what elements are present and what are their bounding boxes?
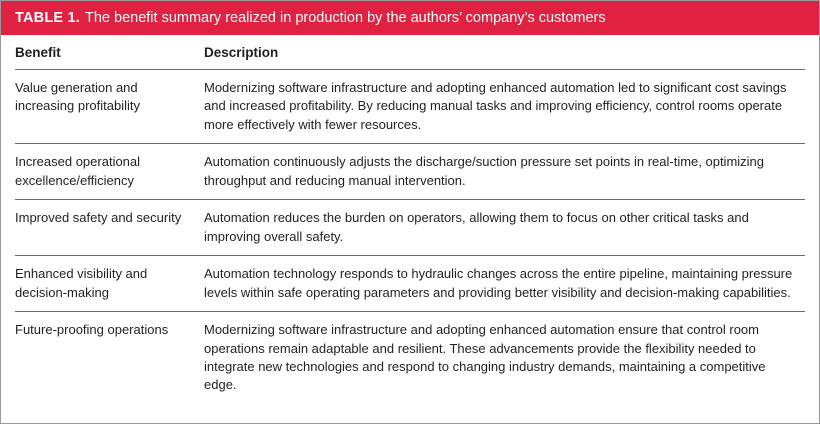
table-number-label: TABLE 1. xyxy=(15,10,80,26)
table-row xyxy=(15,70,805,144)
cell-benefit: Value generation and increasing profitability xyxy=(15,70,190,144)
table-row xyxy=(15,200,805,256)
cell-description: Automation reduces the burden on operators, allowing them to focus on other critical tasks and improving overall safety. xyxy=(190,200,805,256)
table-caption-bar xyxy=(1,1,819,35)
column-header-description: Description xyxy=(190,35,805,70)
cell-benefit: Increased operational excellence/efficiency xyxy=(15,144,190,200)
cell-description: Automation technology responds to hydraulic changes across the entire pipeline, maintaining pressure levels within safe operating parameters and providing better visibility and decision-making capabilities. xyxy=(190,256,805,312)
table-caption-text: The benefit summary realized in production by the authors’ company’s customers xyxy=(84,10,606,26)
table-row xyxy=(15,256,805,312)
table-header xyxy=(15,35,805,70)
cell-description: Modernizing software infrastructure and adopting enhanced automation ensure that control room operations remain adaptable and resilient. These advancements provide the flexibility needed to integrate new technologies and respond to changing industry demands, maintaining a competitive edge. xyxy=(204,322,766,393)
table-rows xyxy=(15,70,805,404)
data-table xyxy=(15,35,805,404)
cell-description: Modernizing software infrastructure and adopting enhanced automation led to significant cost savings and increased profitability. By reducing manual tasks and improving efficiency, control rooms operate more effectively with fewer resources. xyxy=(190,70,805,144)
table-row xyxy=(15,144,805,200)
cell-benefit: Enhanced visibility and decision-making xyxy=(15,256,190,312)
table-row xyxy=(15,312,805,404)
cell-benefit: Future-proofing operations xyxy=(15,322,169,338)
table-header-row xyxy=(15,35,805,70)
cell-benefit: Improved safety and security xyxy=(15,200,190,256)
column-header-benefit: Benefit xyxy=(15,35,190,70)
cell-description: Automation continuously adjusts the discharge/suction pressure set points in real-time, optimizing throughput and reducing manual intervention. xyxy=(190,144,805,200)
table-body-region xyxy=(1,35,819,423)
